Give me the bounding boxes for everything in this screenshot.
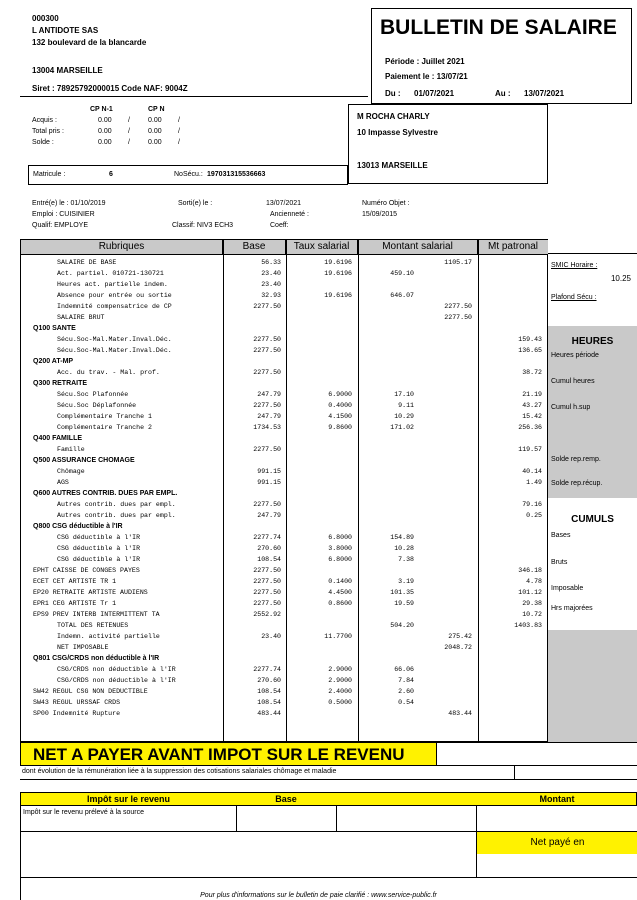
- rubrique-label: NET IMPOSABLE: [57, 644, 109, 651]
- cell-pat: 1.49: [526, 479, 542, 486]
- section-row: [21, 380, 548, 389]
- header-montant: Montant salarial: [358, 240, 478, 254]
- rubrique-label: CSG déductible à l'IR: [57, 556, 141, 563]
- cell-gain: 101.35: [390, 589, 414, 596]
- impot-col-montant: Montant: [539, 794, 575, 804]
- cell-base: 483.44: [257, 710, 281, 717]
- sortie-value: 13/07/2021: [266, 200, 302, 207]
- cell-gain: 9.11: [398, 402, 414, 409]
- heures-title: HEURES: [571, 336, 614, 347]
- matricule-box: [28, 165, 348, 185]
- matricule-label: Matricule :: [33, 171, 66, 178]
- section-row: [21, 358, 548, 367]
- employer-block: [32, 13, 146, 49]
- rubrique-label: Heures act. partielle indem.: [57, 281, 168, 288]
- table-row: [21, 589, 548, 598]
- header-rubriques: Rubriques: [21, 240, 223, 254]
- cell-base: 108.54: [257, 556, 281, 563]
- cell-base: 2277.50: [253, 567, 281, 574]
- rubrique-label: TOTAL DES RETENUES: [57, 622, 129, 629]
- plafond-label: Plafond Sécu :: [551, 294, 597, 301]
- table-row: [21, 413, 548, 422]
- slash: /: [128, 139, 130, 146]
- header-base: Base: [223, 240, 286, 254]
- table-row: [21, 501, 548, 510]
- table-row: [21, 567, 548, 576]
- impot-row-label: Impôt sur le revenu prélevé à la source: [23, 809, 145, 816]
- table-row: [21, 259, 548, 268]
- note-row: [20, 766, 637, 780]
- conges-solde-v2: 0.00: [148, 139, 162, 146]
- rubrique-label: CSG/CRDS non déductible à l'IR: [57, 666, 176, 673]
- cell-base: 32.93: [261, 292, 281, 299]
- period-label: Période : Juillet 2021: [385, 57, 465, 66]
- anciennete-value: 15/09/2015: [362, 211, 398, 218]
- table-body: [21, 259, 548, 739]
- cell-base: 23.40: [261, 270, 281, 277]
- smic-value: 10.25: [610, 274, 631, 283]
- cell-taux: 2.4000: [328, 688, 352, 695]
- cell-base: 270.60: [257, 545, 281, 552]
- table-row: [21, 336, 548, 345]
- numero-objet: Numéro Objet :: [362, 200, 410, 207]
- rubrique-label: Act. partiel. 010721-130721: [57, 270, 164, 277]
- conges-acquis-v1: 0.00: [98, 117, 112, 124]
- cumul-hsup: Cumul h.sup: [551, 404, 591, 411]
- conges-acquis-label: Acquis :: [32, 117, 57, 124]
- employee-name: M ROCHA CHARLY: [357, 112, 430, 121]
- section-row: [21, 490, 548, 499]
- cell-taux: 0.1400: [328, 578, 352, 585]
- table-row: [21, 512, 548, 521]
- table-row: [21, 424, 548, 433]
- cell-taux: 2.9000: [328, 677, 352, 684]
- cell-base: 108.54: [257, 688, 281, 695]
- cell-base: 56.33: [261, 259, 281, 266]
- anciennete-label: Ancienneté :: [270, 211, 309, 218]
- rubrique-label: Sécu.Soc Plafonnée: [57, 391, 129, 398]
- header-underline: [21, 254, 548, 255]
- divider: [514, 766, 515, 780]
- matricule-value: 6: [109, 171, 113, 178]
- cell-taux: 19.6196: [324, 292, 352, 299]
- section-row: [21, 523, 548, 532]
- divider: [20, 96, 368, 97]
- table-row: [21, 545, 548, 554]
- cp-n1-header: CP N-1: [90, 106, 113, 113]
- cell-base: 2277.50: [253, 369, 281, 376]
- rubrique-label: Complémentaire Tranche 1: [57, 413, 152, 420]
- rubrique-label: EPHT CAISSE DE CONGES PAYES: [33, 567, 140, 574]
- du-value: 01/07/2021: [414, 89, 455, 98]
- rubrique-label: SW43 REGUL URSSAF CRDS: [33, 699, 121, 706]
- section-row: [21, 435, 548, 444]
- cell-gain: 7.84: [398, 677, 414, 684]
- cell-taux: 9.8600: [328, 424, 352, 431]
- cell-base: 2552.92: [253, 611, 281, 618]
- slash: /: [178, 117, 180, 124]
- cell-pat: 256.36: [518, 424, 542, 431]
- impot-col-base: Base: [275, 794, 297, 804]
- impot-row: [20, 806, 637, 832]
- rubrique-label: CSG déductible à l'IR: [57, 534, 141, 541]
- qualif: Qualif: EMPLOYE: [32, 222, 89, 229]
- cell-pat: 0.25: [526, 512, 542, 519]
- slash: /: [128, 117, 130, 124]
- cell-base: 2277.50: [253, 336, 281, 343]
- cell-pat: 4.78: [526, 578, 542, 585]
- cell-gain: 10.28: [394, 545, 414, 552]
- conges-block: [32, 106, 222, 156]
- net-paye-cell: [477, 832, 637, 854]
- table-row: [21, 710, 548, 719]
- cell-pat: 40.14: [522, 468, 542, 475]
- table-row: [21, 622, 548, 631]
- smic-label: SMIC Horaire :: [551, 262, 598, 269]
- section-label: Q800 CSG déductible à l'IR: [33, 523, 123, 530]
- cell-base: 247.79: [257, 413, 281, 420]
- section-row: [21, 655, 548, 664]
- cell-base: 2277.50: [253, 402, 281, 409]
- impot-col-label: Impôt sur le revenu: [86, 794, 171, 804]
- classif: Classif: NIV3 ECH3: [172, 222, 234, 229]
- coeff: Coeff:: [270, 222, 289, 229]
- payslip-table: [20, 239, 548, 742]
- cell-base: 23.40: [261, 281, 281, 288]
- rubrique-label: Famille: [57, 446, 85, 453]
- cumul-bruts: Bruts: [551, 559, 568, 566]
- cell-ret: 1105.17: [444, 259, 472, 266]
- cell-base: 2277.74: [253, 534, 281, 541]
- rubrique-label: Absence pour entrée ou sortie: [57, 292, 172, 299]
- cell-base: 270.60: [257, 677, 281, 684]
- cell-pat: 29.38: [522, 600, 542, 607]
- heures-periode: Heures période: [551, 352, 599, 359]
- cell-gain: 646.07: [390, 292, 414, 299]
- rubrique-label: CSG/CRDS non déductible à l'IR: [57, 677, 176, 684]
- cell-pat: 15.42: [522, 413, 542, 420]
- rubrique-label: EP20 RETRAITE ARTISTE AUDIENS: [33, 589, 148, 596]
- cumul-imposable: Imposable: [551, 585, 584, 592]
- rubrique-label: Sécu.Soc-Mal.Mater.Inval.Déc.: [57, 347, 172, 354]
- rubrique-label: SW42 REGUL CSG NON DEDUCTIBLE: [33, 688, 148, 695]
- table-row: [21, 556, 548, 565]
- divider: [236, 806, 237, 832]
- employee-address: 10 Impasse Sylvestre: [357, 128, 438, 137]
- table-row: [21, 347, 548, 356]
- cumul-bases: Bases: [551, 532, 571, 539]
- conges-pris-v2: 0.00: [148, 128, 162, 135]
- cell-base: 23.40: [261, 633, 281, 640]
- section-label: Q200 AT-MP: [33, 358, 74, 365]
- cell-ret: 2277.50: [444, 303, 472, 310]
- conges-pris-label: Total pris :: [32, 128, 64, 135]
- cell-taux: 3.8000: [328, 545, 352, 552]
- conges-pris-v1: 0.00: [98, 128, 112, 135]
- side-panel: [548, 253, 637, 743]
- cell-ret: 2048.72: [444, 644, 472, 651]
- rubrique-label: ECET CET ARTISTE TR 1: [33, 578, 117, 585]
- rubrique-label: Autres contrib. dues par empl.: [57, 512, 176, 519]
- cell-pat: 21.19: [522, 391, 542, 398]
- cell-taux: 19.6196: [324, 259, 352, 266]
- table-row: [21, 699, 548, 708]
- table-row: [21, 677, 548, 686]
- cell-base: 2277.50: [253, 578, 281, 585]
- cumuls-title: CUMULS: [571, 514, 614, 525]
- header-patronal: Mt patronal: [478, 240, 548, 254]
- cumul-heures: Cumul heures: [551, 378, 595, 385]
- cell-base: 991.15: [257, 468, 281, 475]
- rubrique-label: SP00 Indemnité Rupture: [33, 710, 121, 717]
- table-row: [21, 611, 548, 620]
- cumul-hrs-majorees: Hrs majorées: [551, 605, 593, 612]
- cell-gain: 19.59: [394, 600, 414, 607]
- cell-taux: 0.5000: [328, 699, 352, 706]
- section-label: Q300 RETRAITE: [33, 380, 88, 387]
- rubrique-label: Complémentaire Tranche 2: [57, 424, 152, 431]
- table-row: [21, 534, 548, 543]
- employee-box: [348, 104, 548, 184]
- cell-taux: 0.4000: [328, 402, 352, 409]
- cell-gain: 171.02: [390, 424, 414, 431]
- cell-base: 2277.50: [253, 446, 281, 453]
- table-row: [21, 281, 548, 290]
- cell-gain: 504.20: [390, 622, 414, 629]
- table-row: [21, 369, 548, 378]
- table-row: [21, 292, 548, 301]
- cell-gain: 0.54: [398, 699, 414, 706]
- au-value: 13/07/2021: [524, 89, 565, 98]
- rubrique-label: SALAIRE DE BASE: [57, 259, 117, 266]
- page-title: BULLETIN DE SALAIRE: [380, 16, 617, 39]
- cell-taux: 6.8000: [328, 534, 352, 541]
- employer-address: 132 boulevard de la blancarde: [32, 38, 147, 47]
- rubrique-label: Autres contrib. dues par empl.: [57, 501, 176, 508]
- rubrique-label: Indemnité compensatrice de CP: [57, 303, 172, 310]
- rubrique-label: EPS9 PREV INTERB INTERMITTENT TA: [33, 611, 160, 618]
- cell-gain: 154.89: [390, 534, 414, 541]
- cell-base: 2277.50: [253, 303, 281, 310]
- conges-solde-v1: 0.00: [98, 139, 112, 146]
- du-label: Du :: [385, 89, 401, 98]
- net-value-cell: [437, 742, 637, 766]
- net-paye-row: [20, 832, 637, 878]
- cell-pat: 159.43: [518, 336, 542, 343]
- table-row: [21, 578, 548, 587]
- slash: /: [178, 128, 180, 135]
- slash: /: [128, 128, 130, 135]
- cell-taux: 6.9000: [328, 391, 352, 398]
- cell-pat: 38.72: [522, 369, 542, 376]
- rubrique-label: Acc. du trav. - Mal. prof.: [57, 369, 160, 376]
- rubrique-label: Chômage: [57, 468, 85, 475]
- table-row: [21, 633, 548, 642]
- cell-base: 2277.50: [253, 589, 281, 596]
- heures-panel: [548, 326, 637, 498]
- cell-pat: 101.12: [518, 589, 542, 596]
- cell-gain: 10.29: [394, 413, 414, 420]
- section-label: Q600 AUTRES CONTRIB. DUES PAR EMPL.: [33, 490, 178, 497]
- section-label: Q400 FAMILLE: [33, 435, 83, 442]
- divider: [336, 806, 337, 832]
- rubrique-label: CSG déductible à l'IR: [57, 545, 141, 552]
- table-row: [21, 402, 548, 411]
- table-row: [21, 303, 548, 312]
- cell-gain: 2.60: [398, 688, 414, 695]
- cell-pat: 79.16: [522, 501, 542, 508]
- cell-gain: 17.10: [394, 391, 414, 398]
- cell-pat: 119.57: [518, 446, 542, 453]
- cumuls-panel: [548, 504, 637, 624]
- cell-base: 1734.53: [253, 424, 281, 431]
- nosecu-value: 197031315536663: [207, 171, 266, 178]
- table-row: [21, 479, 548, 488]
- rubrique-label: Sécu.Soc-Mal.Mater.Inval.Déc.: [57, 336, 172, 343]
- cell-base: 247.79: [257, 391, 281, 398]
- cell-pat: 10.72: [522, 611, 542, 618]
- cell-gain: 3.19: [398, 578, 414, 585]
- note-text: dont évolution de la rémunération liée à la suppression des cotisations salariales chômage et maladie: [22, 768, 337, 775]
- cell-ret: 2277.50: [444, 314, 472, 321]
- cell-taux: 4.4500: [328, 589, 352, 596]
- cell-pat: 346.18: [518, 567, 542, 574]
- table-row: [21, 270, 548, 279]
- cell-gain: 7.38: [398, 556, 414, 563]
- cell-base: 991.15: [257, 479, 281, 486]
- section-label: Q500 ASSURANCE CHOMAGE: [33, 457, 135, 464]
- impot-header: [20, 792, 637, 806]
- section-label: Q801 CSG/CRDS non déductible à l'IR: [33, 655, 160, 662]
- table-row: [21, 644, 548, 653]
- side-gray-bottom: [548, 630, 637, 743]
- cell-base: 2277.74: [253, 666, 281, 673]
- slash: /: [178, 139, 180, 146]
- employer-siret: Siret : 78925792000015 Code NAF: 9004Z: [32, 84, 188, 93]
- employee-city: 13013 MARSEILLE: [357, 161, 428, 170]
- cell-gain: 66.06: [394, 666, 414, 673]
- cell-taux: 6.8000: [328, 556, 352, 563]
- cell-ret: 275.42: [448, 633, 472, 640]
- table-row: [21, 688, 548, 697]
- table-row: [21, 446, 548, 455]
- cell-taux: 11.7700: [324, 633, 352, 640]
- table-row: [21, 468, 548, 477]
- cell-pat: 136.65: [518, 347, 542, 354]
- cell-base: 247.79: [257, 512, 281, 519]
- cell-taux: 2.9000: [328, 666, 352, 673]
- employer-name: L ANTIDOTE SAS: [32, 26, 99, 35]
- cell-base: 2277.50: [253, 501, 281, 508]
- cell-taux: 4.1500: [328, 413, 352, 420]
- section-row: [21, 457, 548, 466]
- emploi: Emploi : CUISINIER: [32, 211, 95, 218]
- table-row: [21, 600, 548, 609]
- rubrique-label: AGS: [57, 479, 69, 486]
- rubrique-label: SALAIRE BRUT: [57, 314, 105, 321]
- section-label: Q100 SANTE: [33, 325, 76, 332]
- net-a-payer-banner: NET A PAYER AVANT IMPOT SUR LE REVENU: [20, 742, 437, 766]
- cell-pat: 43.27: [522, 402, 542, 409]
- table-row: [21, 666, 548, 675]
- solde-rep-remp: Solde rep.remp.: [551, 456, 601, 463]
- sortie-label: Sorti(e) le :: [178, 200, 213, 207]
- cell-pat: 1403.83: [514, 622, 542, 629]
- net-paye-label: Net payé en: [530, 837, 585, 848]
- conges-solde-label: Solde :: [32, 139, 54, 146]
- rubrique-label: Sécu.Soc Déplafonnée: [57, 402, 137, 409]
- table-row: [21, 391, 548, 400]
- title-box: [371, 8, 632, 104]
- divider: [476, 806, 477, 832]
- rubrique-label: EPR1 CEG ARTISTE Tr 1: [33, 600, 117, 607]
- employer-code: 000300: [32, 14, 59, 23]
- header-taux: Taux salarial: [286, 240, 358, 254]
- cell-base: 2277.50: [253, 600, 281, 607]
- entree-date: Entré(e) le : 01/10/2019: [32, 200, 106, 207]
- cell-ret: 483.44: [448, 710, 472, 717]
- payment-date: Paiement le : 13/07/21: [385, 72, 468, 81]
- cell-base: 108.54: [257, 699, 281, 706]
- nosecu-label: NoSécu.:: [174, 171, 203, 178]
- footer-note: Pour plus d'informations sur le bulletin de paie clarifié : www.service-public.fr: [200, 892, 437, 899]
- cell-base: 2277.50: [253, 347, 281, 354]
- cell-taux: 0.8600: [328, 600, 352, 607]
- cell-gain: 459.10: [390, 270, 414, 277]
- rubrique-label: Indemn. activité partielle: [57, 633, 160, 640]
- conges-acquis-v2: 0.00: [148, 117, 162, 124]
- employer-city: 13004 MARSEILLE: [32, 66, 103, 75]
- au-label: Au :: [495, 89, 511, 98]
- solde-rep-recup: Solde rep.récup.: [551, 480, 603, 487]
- cp-n-header: CP N: [148, 106, 165, 113]
- table-row: [21, 314, 548, 323]
- cell-taux: 19.6196: [324, 270, 352, 277]
- section-row: [21, 325, 548, 334]
